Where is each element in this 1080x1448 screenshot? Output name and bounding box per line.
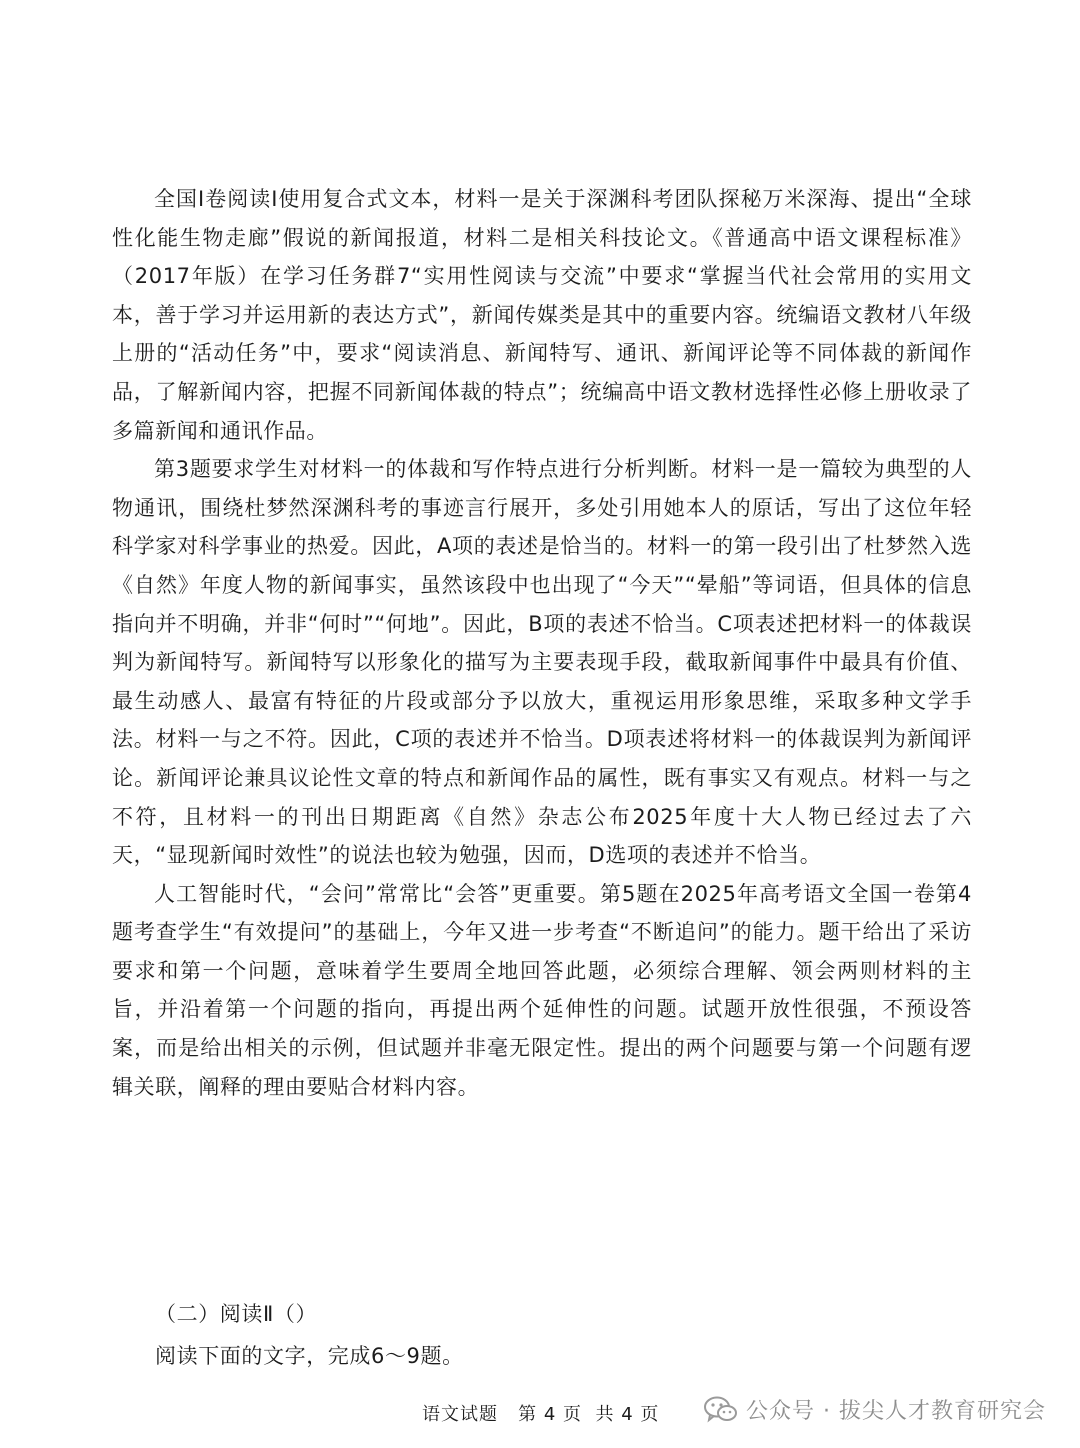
paragraph-3: 人工智能时代，“会问”常常比“会答”更重要。第5题在2025年高考语文全国一卷第4题考查学生“有效提问”的基础上，今年又进一步考查“不断追问”的能力。题干给出了采访要求和第一个问题，意味着学生要周全地回答此题，必须综合理解、领会两则材料的主旨，并沿着第一个问题的指向，再提出两个延伸性的问题。试题开放性很强，不预设答案，而是给出相关的示例，但试题并非毫无限定性。提出的两个问题要与第一个问题有逻辑关联，阐释的理由要贴合材料内容。	[112, 881, 972, 1099]
watermark	[704, 1394, 1046, 1425]
wechat-icon	[704, 1396, 738, 1424]
page-footer: 语文试题 第 4 页 共 4 页	[422, 1404, 660, 1425]
watermark-text: 公众号 · 拔尖人才教育研究会	[746, 1399, 1046, 1424]
paragraph-2: 第3题要求学生对材料一的体裁和写作特点进行分析判断。材料一是一篇较为典型的人物通讯，围绕杜梦然深渊科考的事迹言行展开，多处引用她本人的原话，写出了这位年轻科学家对科学事业的热爱。因此，A项的表述是恰当的。材料一的第一段引出了杜梦然入选《自然》年度人物的新闻事实，虽然该段中也出现了“今天”“晕船”等词语，但具体的信息指向并不明确，并非“何时”“何地”。因此，B项的表述不恰当。C项表述把材料一的体裁误判为新闻特写。新闻特写以形象化的描写为主要表现手段，截取新闻事件中最具有价值、最生动感人、最富有特征的片段或部分予以放大，重视运用形象思维，采取多种文学手法。材料一与之不符。因此，C项的表述并不恰当。D项表述将材料一的体裁误判为新闻评论。新闻评论兼具议论性文章的特点和新闻作品的属性，既有事实又有观点。材料一与之不符，且材料一的刊出日期距离《自然》杂志公布2025年度十大人物已经过去了六天，“显现新闻时效性”的说法也较为勉强，因而，D选项的表述并不恰当。	[112, 457, 972, 868]
reading-instruction: 阅读下面的文字，完成6～9题。	[155, 1344, 464, 1368]
article-body	[112, 180, 972, 1106]
paragraph-1: 全国Ⅰ卷阅读Ⅰ使用复合式文本，材料一是关于深渊科考团队探秘万米深海、提出“全球性化能生物走廊”假说的新闻报道，材料二是相关科技论文。《普通高中语文课程标准》（2017年版）在学习任务群7“实用性阅读与交流”中要求“掌握当代社会常用的实用文本，善于学习并运用新的表达方式”，新闻传媒类是其中的重要内容。统编语文教材八年级上册的“活动任务”中，要求“阅读消息、新闻特写、通讯、新闻评论等不同体裁的新闻作品，了解新闻内容，把握不同新闻体裁的特点”；统编高中语文教材选择性必修上册收录了多篇新闻和通讯作品。	[112, 187, 972, 443]
section-heading: （二）阅读Ⅱ（）	[155, 1302, 318, 1326]
